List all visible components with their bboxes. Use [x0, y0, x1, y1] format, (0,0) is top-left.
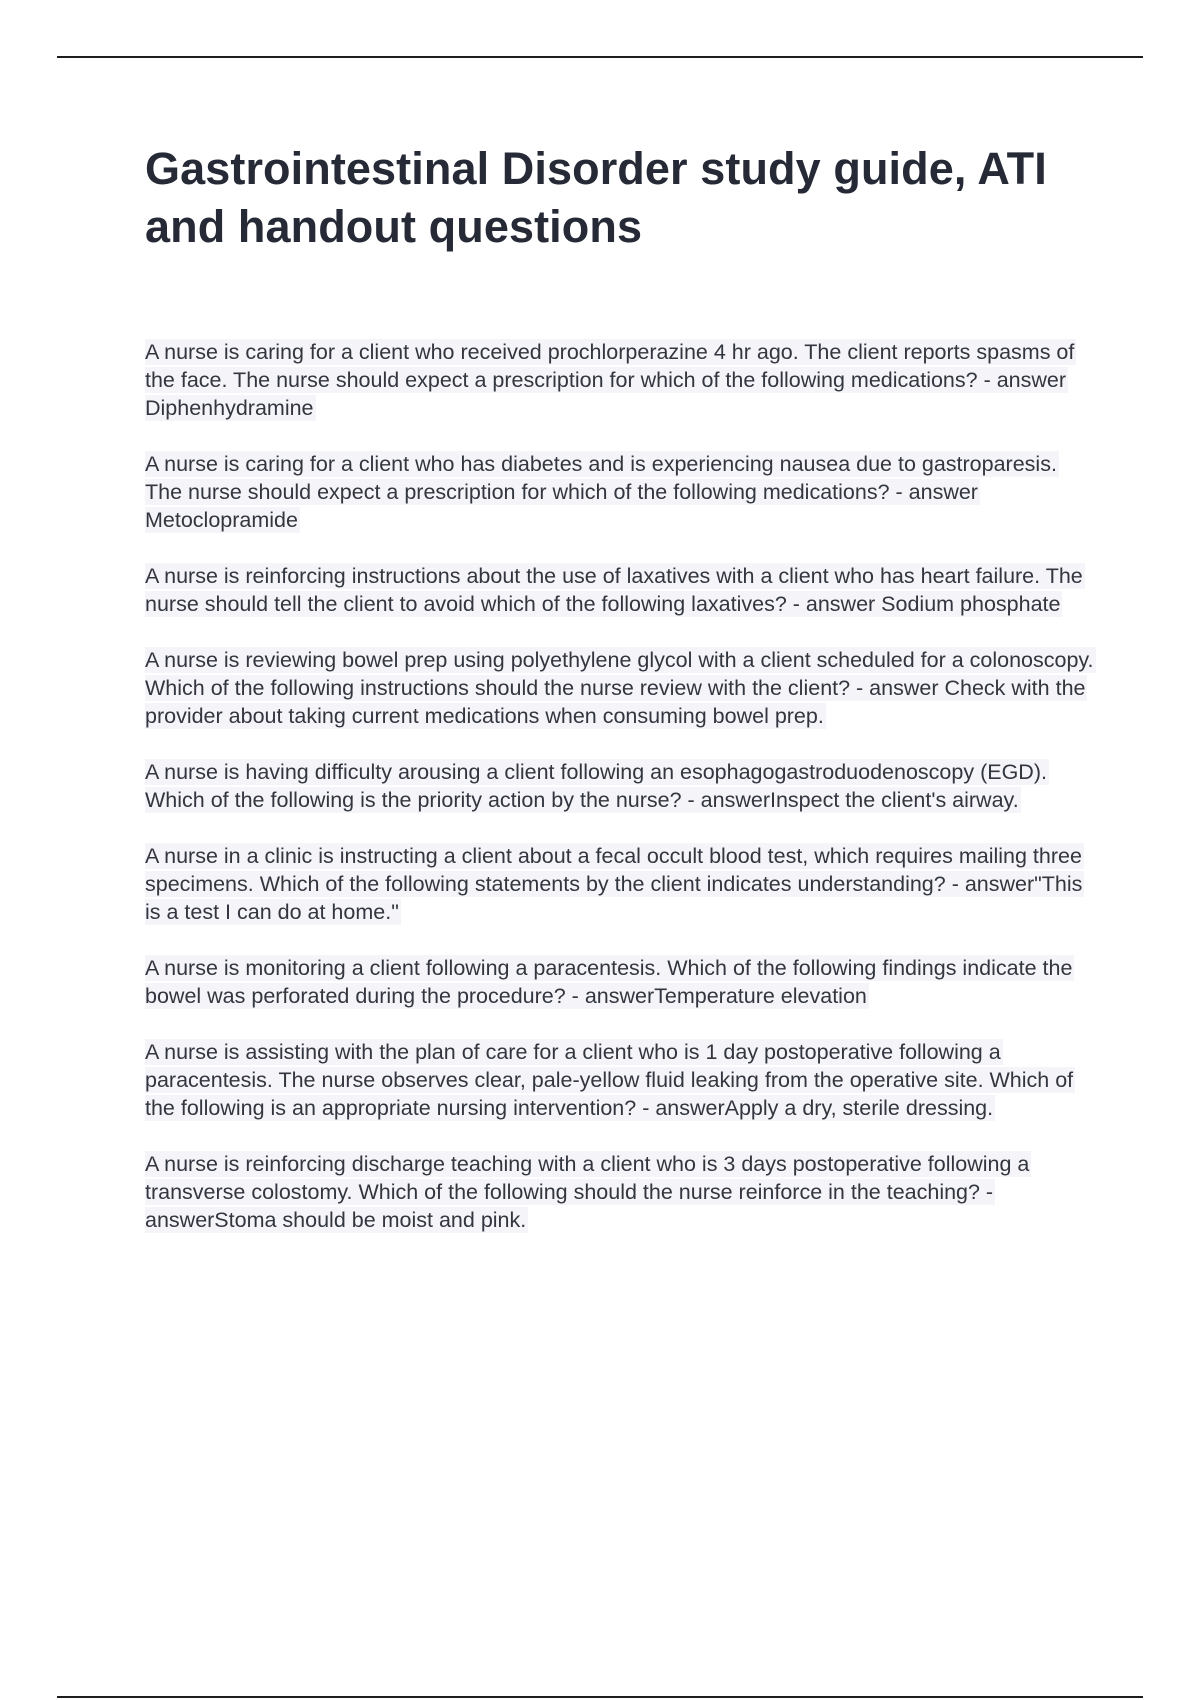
- document-body: [145, 140, 1095, 1262]
- question-text: A nurse is monitoring a client following a paracentesis. Which of the following findings indicate the bowel was perforated during the procedure? - answerTemperature elevation: [145, 956, 1073, 1008]
- question-item: [145, 450, 1095, 534]
- question-item: [145, 646, 1095, 730]
- question-text: A nurse is caring for a client who has diabetes and is experiencing nausea due to gastroparesis. The nurse should expect a prescription for which of the following medications? - answer Metoclopramide: [145, 452, 1057, 532]
- question-text: A nurse is reinforcing discharge teaching with a client who is 3 days postoperative following a transverse colostomy. Which of the following should the nurse reinforce in the teaching? - answerStoma should be moist and pink.: [145, 1152, 1030, 1232]
- question-item: [145, 758, 1095, 814]
- question-text: A nurse is reinforcing instructions about the use of laxatives with a client who has heart failure. The nurse should tell the client to avoid which of the following laxatives? - answer Sodium phosphate: [145, 564, 1083, 616]
- question-item: [145, 1038, 1095, 1122]
- question-item: [145, 842, 1095, 926]
- question-item: [145, 954, 1095, 1010]
- question-list: [145, 338, 1095, 1234]
- question-item: [145, 338, 1095, 422]
- footer-rule: [57, 1696, 1143, 1698]
- document-title: Gastrointestinal Disorder study guide, ATI and handout questions: [145, 143, 1047, 252]
- question-item: [145, 562, 1095, 618]
- question-text: A nurse is reviewing bowel prep using polyethylene glycol with a client scheduled for a colonoscopy. Which of the following instructions should the nurse review with the client? - answer Check with the provider about taking current medications when consuming bowel prep.: [145, 648, 1094, 728]
- question-text: A nurse is having difficulty arousing a client following an esophagogastroduodenoscopy (EGD). Which of the following is the priority action by the nurse? - answerInspect the client's airway.: [145, 760, 1047, 812]
- header-rule: [57, 56, 1143, 58]
- question-item: [145, 1150, 1095, 1234]
- question-text: A nurse is caring for a client who received prochlorperazine 4 hr ago. The client reports spasms of the face. The nurse should expect a prescription for which of the following medications? - answer Diphenhydramine: [145, 340, 1075, 420]
- question-text: A nurse in a clinic is instructing a client about a fecal occult blood test, which requires mailing three specimens. Which of the following statements by the client indicates understanding? - answer"This is a test I can do at home.": [145, 844, 1083, 924]
- question-text: A nurse is assisting with the plan of care for a client who is 1 day postoperative following a paracentesis. The nurse observes clear, pale-yellow fluid leaking from the operative site. Which of the following is an appropriate nursing intervention? - answerApply a dry, sterile dressing.: [145, 1040, 1074, 1120]
